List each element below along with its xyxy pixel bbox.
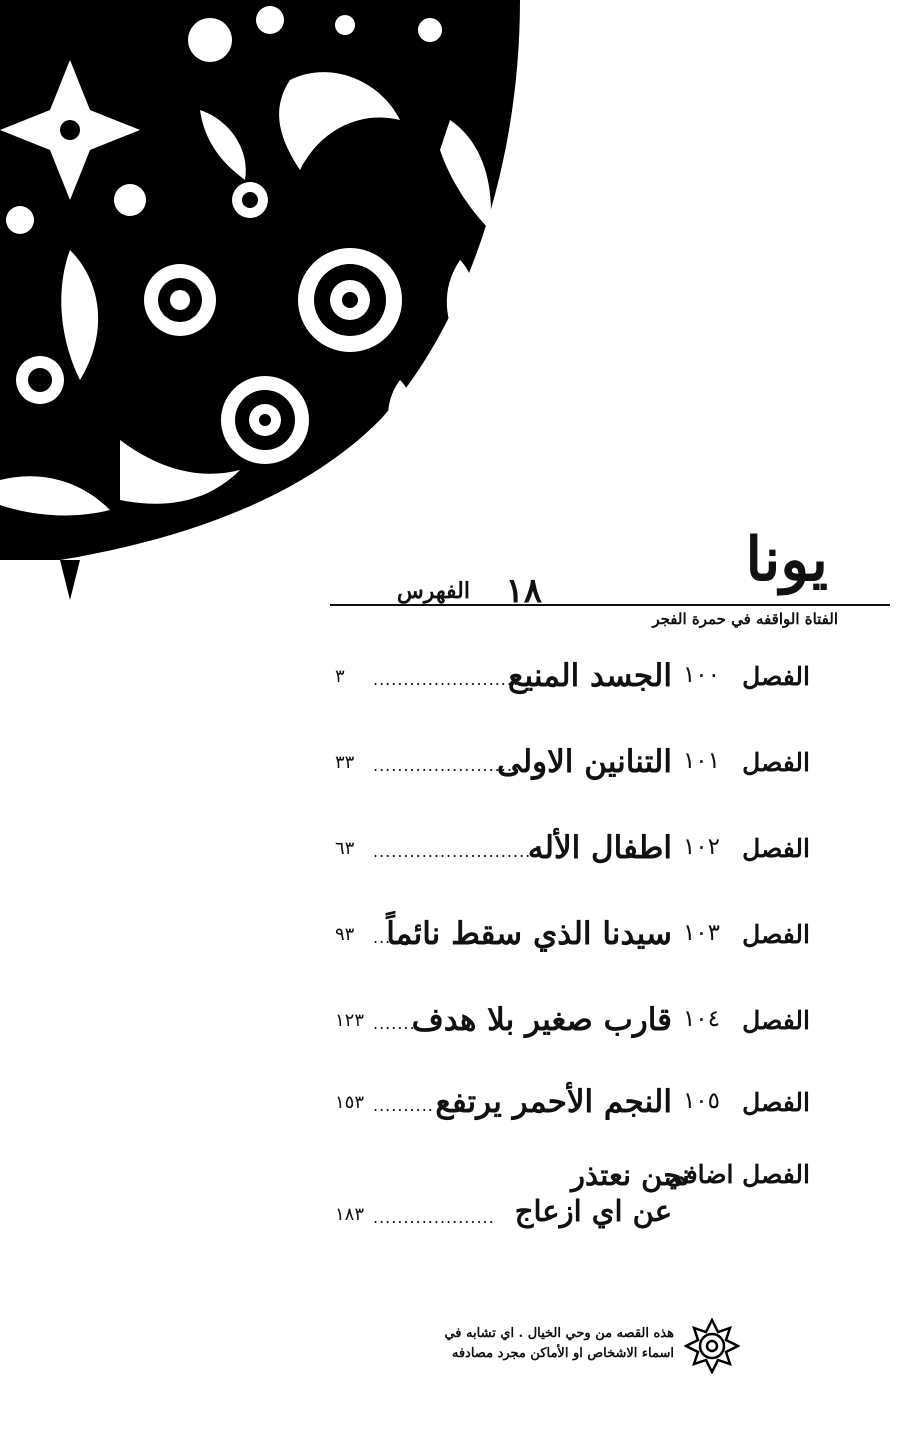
toc-row[interactable] <box>335 1082 810 1130</box>
chapter-title-line1: نحن نعتذر <box>570 1158 690 1192</box>
arabesque-ornament-icon <box>0 0 520 604</box>
floral-emblem-icon <box>684 1318 740 1374</box>
chapter-number: ١٠٢ <box>682 834 720 860</box>
chapter-number: ١٠١ <box>682 748 720 774</box>
page-number: ٣ <box>335 666 345 687</box>
leader-dots: .......................... <box>373 756 532 775</box>
toc-row[interactable] <box>335 1000 810 1048</box>
disclaimer-line: اسماء الاشخاص او الأماكن مجرد مصادفه <box>451 1346 674 1361</box>
chapter-number: ١٠٠ <box>682 662 720 688</box>
index-label: الفهرس <box>396 578 470 604</box>
toc-row[interactable] <box>335 914 810 962</box>
chapter-number: ١٠٤ <box>682 1006 720 1032</box>
chapter-label: الفصل <box>742 662 810 691</box>
page-number: ٣٣ <box>335 752 355 773</box>
page-number: ١٢٣ <box>335 1010 365 1031</box>
disclaimer-text <box>444 1324 674 1364</box>
subtitle: الفتاة الواقفه في حمرة الفجر <box>652 610 838 628</box>
issue-number: ١٨ <box>505 571 542 611</box>
chapter-title: التنانين الاولى <box>496 744 672 780</box>
chapter-label: الفصل <box>742 1088 810 1117</box>
chapter-label: الفصل <box>742 748 810 777</box>
chapter-title: الجسد المنيع <box>508 658 672 694</box>
chapter-number: ١٠٥ <box>682 1088 720 1114</box>
header-divider <box>330 604 890 606</box>
leader-dots: .......................... <box>373 842 532 861</box>
page-header <box>330 525 890 630</box>
page-number: ١٨٣ <box>335 1204 365 1225</box>
magazine-title: يونا <box>745 525 828 595</box>
chapter-number: ١٠٣ <box>682 920 720 946</box>
toc-row-extra[interactable] <box>335 1158 810 1238</box>
leader-dots: .................... <box>373 1208 495 1227</box>
chapter-title: النجم الأحمر يرتفع <box>435 1084 672 1120</box>
disclaimer-line: هذه القصه من وحي الخيال . اي تشابه في <box>444 1326 674 1341</box>
chapter-label: الفصل <box>742 834 810 863</box>
leader-dots: ... <box>373 928 392 947</box>
page-number: ٩٣ <box>335 924 355 945</box>
chapter-label: الفصل <box>742 920 810 949</box>
toc-row[interactable] <box>335 828 810 876</box>
leader-dots: .......... <box>373 1096 434 1115</box>
page-number: ٦٣ <box>335 838 355 859</box>
chapter-title: سيدنا الذي سقط نائماً <box>386 916 672 952</box>
chapter-label: الفصل <box>742 1006 810 1035</box>
chapter-title: قارب صغير بلا هدف <box>411 1002 672 1038</box>
disclaimer <box>400 1318 740 1378</box>
toc-row[interactable] <box>335 742 810 790</box>
page-number: ١٥٣ <box>335 1092 365 1113</box>
chapter-title: اطفال الأله <box>527 830 672 866</box>
chapter-label: الفصل اضافي <box>664 1160 810 1189</box>
leader-dots: ........ <box>373 1014 422 1033</box>
toc-row[interactable] <box>335 656 810 704</box>
chapter-title-line2: عن اي ازعاج <box>514 1194 672 1228</box>
leader-dots: .......................... <box>373 670 532 689</box>
